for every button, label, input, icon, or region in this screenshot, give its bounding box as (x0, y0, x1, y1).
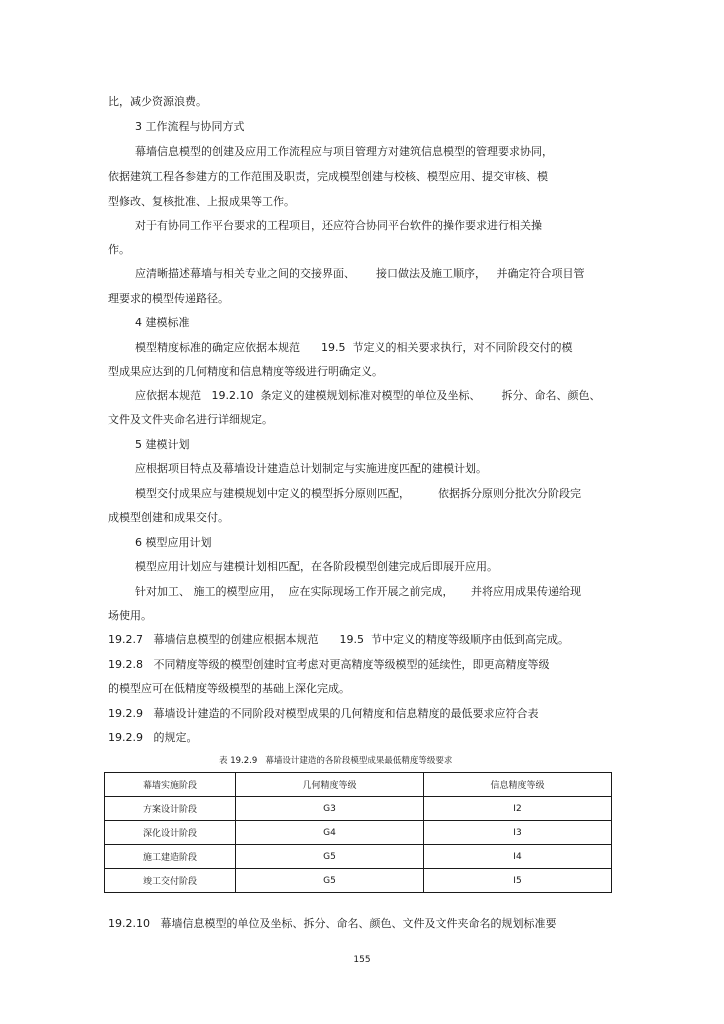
text-line: 模型精度标准的确定应依据本规范 19.5 节定义的相关要求执行，对不同阶段交付的模 (135, 341, 573, 354)
geometry-cell: G4 (236, 821, 424, 845)
stage-cell: 深化设计阶段 (105, 821, 236, 845)
info-cell: I2 (424, 797, 612, 821)
clause-19-2-8: 19.2.8 不同精度等级的模型创建时宜考虑对更高精度等级模型的延续性，即更高精度等级 (108, 658, 550, 671)
text-line: 理要求的模型传递路径。 (108, 292, 229, 305)
text-line: 文件及文件夹命名进行详细规定。 (108, 413, 273, 426)
text-line: 比，减少资源浪费。 (108, 95, 207, 108)
text-line: 型成果应达到的几何精度和信息精度等级进行明确定义。 (108, 365, 383, 378)
text-line: 场使用。 (108, 609, 152, 622)
stage-cell: 施工建造阶段 (105, 845, 236, 869)
stage-cell: 竣工交付阶段 (105, 869, 236, 893)
table-row (105, 869, 612, 893)
text-line: 应依据本规范 19.2.10 条定义的建模规划标准对模型的单位及坐标、 拆分、命名、颜色、 (135, 389, 601, 402)
text-line: 成模型创建和成果交付。 (108, 511, 229, 524)
text-line: 模型交付成果应与建模规划中定义的模型拆分原则匹配， 依据拆分原则分批次分阶段完 (135, 487, 581, 500)
table-row (105, 821, 612, 845)
header-geometry-level: 几何精度等级 (236, 773, 424, 797)
info-cell: I3 (424, 821, 612, 845)
table-row (105, 845, 612, 869)
text-line: 的模型应可在低精度等级模型的基础上深化完成。 (108, 682, 350, 695)
text-line: 应清晰描述幕墙与相关专业之间的交接界面、 接口做法及施工顺序， 并确定符合项目管 (135, 267, 585, 280)
section-heading: 3 工作流程与协同方式 (135, 120, 245, 133)
section-heading: 6 模型应用计划 (135, 536, 212, 549)
geometry-cell: G5 (236, 845, 424, 869)
clause-19-2-7: 19.2.7 幕墙信息模型的创建应根据本规范 19.5 节中定义的精度等级顺序由低到高完成。 (108, 633, 569, 646)
clause-19-2-10: 19.2.10 幕墙信息模型的单位及坐标、拆分、命名、颜色、文件及文件夹命名的规划标准要 (108, 917, 557, 930)
stage-cell: 方案设计阶段 (105, 797, 236, 821)
text-line: 对于有协同工作平台要求的工程项目，还应符合协同平台软件的操作要求进行相关操 (135, 219, 542, 232)
table-caption: 表 19.2.9 幕墙设计建造的各阶段模型成果最低精度等级要求 (219, 756, 453, 766)
clause-19-2-9: 19.2.9 幕墙设计建造的不同阶段对模型成果的几何精度和信息精度的最低要求应符合表 (108, 707, 539, 720)
header-info-level: 信息精度等级 (424, 773, 612, 797)
text-line: 应根据项目特点及幕墙设计建造总计划制定与实施进度匹配的建模计划。 (135, 462, 487, 475)
table-header-row (105, 773, 612, 797)
text-line: 幕墙信息模型的创建及应用工作流程应与项目管理方对建筑信息模型的管理要求协同， (135, 145, 553, 158)
geometry-cell: G3 (236, 797, 424, 821)
page-number: 155 (353, 955, 371, 965)
header-stage: 幕墙实施阶段 (105, 773, 236, 797)
section-heading: 4 建模标准 (135, 316, 190, 329)
text-line: 依据建筑工程各参建方的工作范围及职责，完成模型创建与校核、模型应用、提交审核、模 (108, 170, 548, 183)
info-cell: I5 (424, 869, 612, 893)
text-line: 针对加工、 施工的模型应用， 应在实际现场工作开展之前完成， 并将应用成果传递给现 (135, 585, 581, 598)
text-line: 19.2.9 的规定。 (108, 731, 198, 744)
precision-table (104, 772, 612, 893)
section-heading: 5 建模计划 (135, 438, 190, 451)
text-line: 型修改、复核批准、上报成果等工作。 (108, 195, 295, 208)
text-line: 作。 (108, 243, 130, 256)
text-line: 模型应用计划应与建模计划相匹配，在各阶段模型创建完成后即展开应用。 (135, 560, 498, 573)
table-row (105, 797, 612, 821)
geometry-cell: G5 (236, 869, 424, 893)
info-cell: I4 (424, 845, 612, 869)
